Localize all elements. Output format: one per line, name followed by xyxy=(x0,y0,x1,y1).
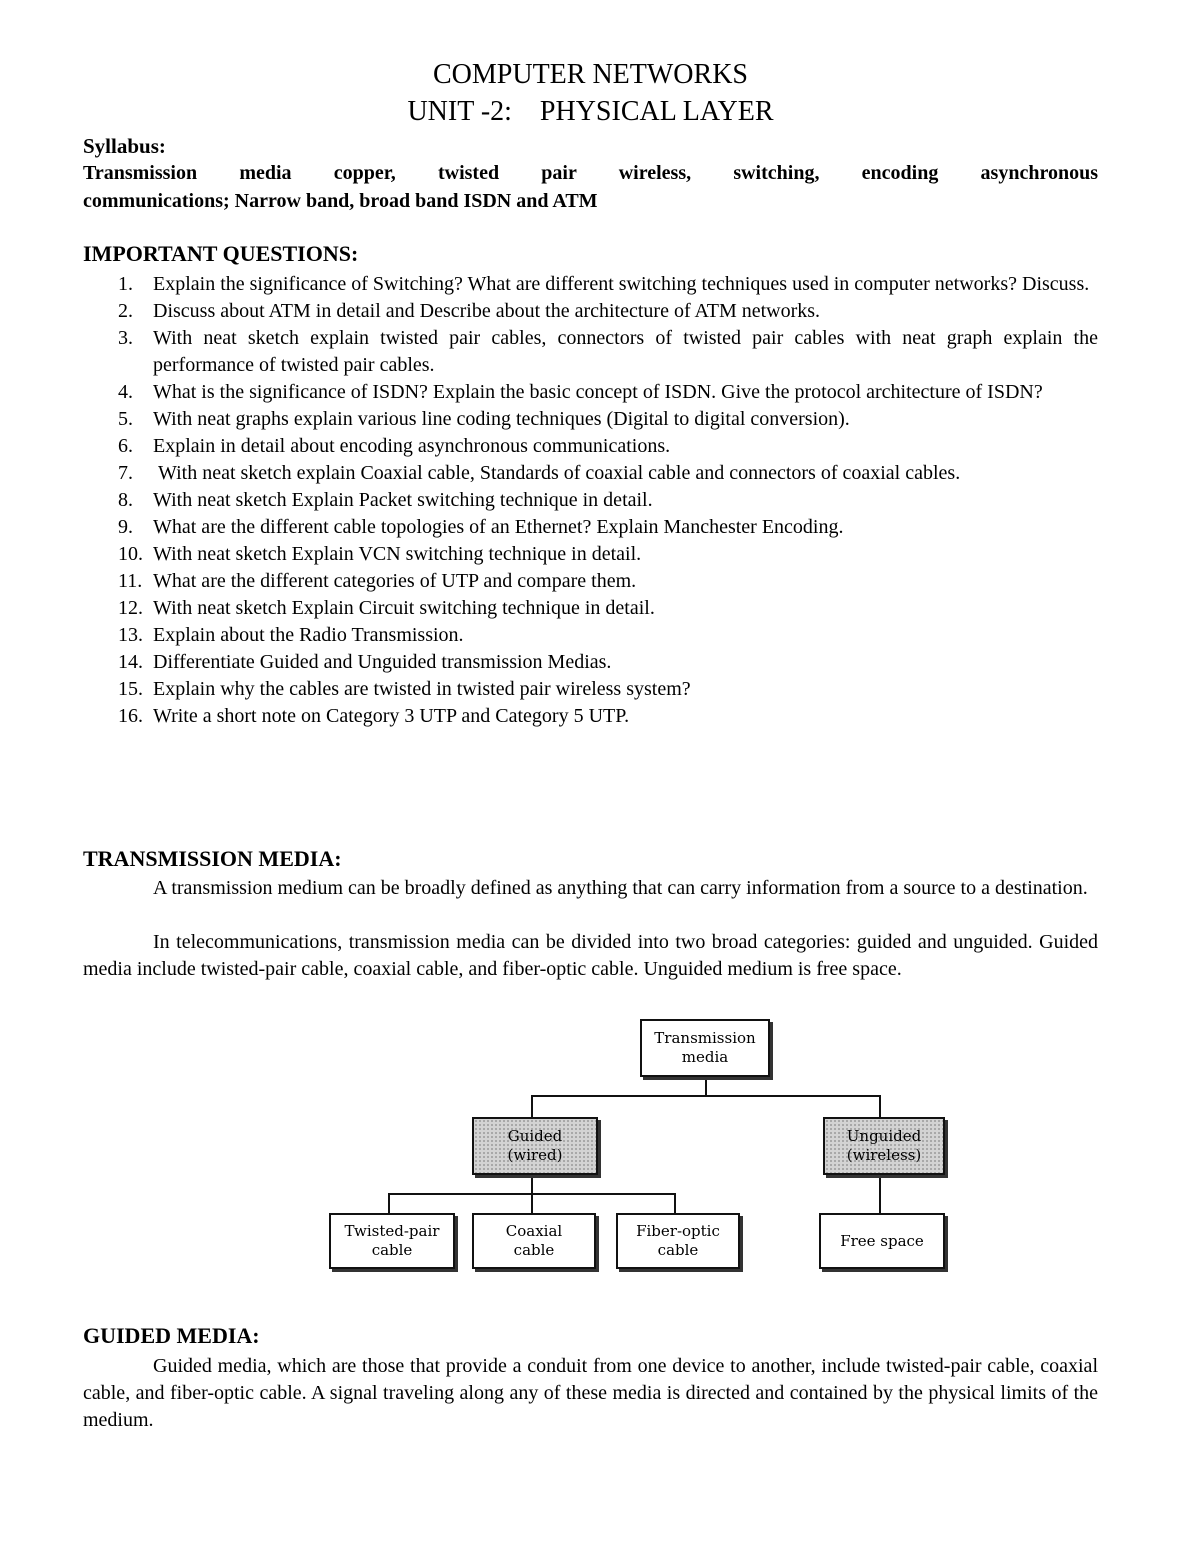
question-item: 9. What are the different cable topologies of an Ethernet? Explain Manchester Encoding. xyxy=(118,516,844,538)
connector-guided-down xyxy=(531,1173,533,1193)
guided-media-heading: GUIDED MEDIA: xyxy=(83,1323,260,1348)
connector-to-guided xyxy=(531,1095,533,1117)
course-title: COMPUTER NETWORKS xyxy=(432,59,748,90)
question-item: 3. With neat sketch explain twisted pair cables, connectors of twisted pair cables with neat graph explain the performance of twisted pair cables. xyxy=(118,327,1098,376)
question-item: 11. What are the different categories of UTP and compare them. xyxy=(118,570,637,592)
connector-to-coaxial xyxy=(531,1193,533,1213)
guided-media-para: Guided media, which are those that provide a conduit from one device to another, include twisted-pair cable, coaxial cable, and fiber-optic cable. A signal traveling along any of these media is directed and contained by the physical limits of the medium. xyxy=(83,1355,1098,1431)
syllabus-text xyxy=(83,159,1098,215)
transmission-media-para-2: In telecommunications, transmission media can be divided into two broad categories: guided and unguided. Guided media include twisted-pair cable, coaxial cable, and fiber-optic cable. Unguided medium is free space. xyxy=(83,931,1098,980)
question-item: 12. With neat sketch Explain Circuit switching technique in detail. xyxy=(118,597,655,619)
questions-list xyxy=(83,271,1098,730)
node-guided: Guided (wired) xyxy=(472,1117,598,1175)
node-twisted-pair: Twisted-pair cable xyxy=(329,1213,455,1269)
question-item: 15. Explain why the cables are twisted in twisted pair wireless system? xyxy=(118,678,691,700)
connector-to-fiber xyxy=(674,1193,676,1213)
transmission-media-heading: TRANSMISSION MEDIA: xyxy=(83,846,342,871)
connector-root-down xyxy=(705,1075,707,1095)
syllabus-heading: Syllabus: xyxy=(83,134,166,158)
question-item: 13. Explain about the Radio Transmission. xyxy=(118,624,464,646)
node-coaxial: Coaxial cable xyxy=(472,1213,596,1269)
question-item: 4. What is the significance of ISDN? Explain the basic concept of ISDN. Give the protocol architecture of ISDN? xyxy=(118,381,1043,403)
unit-title: UNIT -2: PHYSICAL LAYER xyxy=(407,96,774,127)
syllabus-line-1: Transmission media copper, twisted pair wireless, switching, encoding asynchronous xyxy=(83,162,1098,184)
question-item: 8. With neat sketch Explain Packet switching technique in detail. xyxy=(118,489,653,511)
question-item: 14. Differentiate Guided and Unguided transmission Medias. xyxy=(118,651,612,673)
transmission-media-tree-diagram xyxy=(325,1015,955,1277)
syllabus-line-2: communications; Narrow band, broad band ISDN and ATM xyxy=(83,190,598,212)
node-unguided: Unguided (wireless) xyxy=(823,1117,945,1175)
question-item: 10. With neat sketch Explain VCN switching technique in detail. xyxy=(118,543,642,565)
question-item: 5. With neat graphs explain various line coding techniques (Digital to digital conversion). xyxy=(118,408,850,430)
node-transmission-media: Transmission media xyxy=(640,1019,770,1077)
question-item: 1. Explain the significance of Switching? What are different switching techniques used in computer networks? Discuss. xyxy=(118,273,1090,295)
question-item: 2. Discuss about ATM in detail and Describe about the architecture of ATM networks. xyxy=(118,300,821,322)
connector-to-twisted xyxy=(388,1193,390,1213)
node-free-space: Free space xyxy=(819,1213,945,1269)
question-item: 7. With neat sketch explain Coaxial cable, Standards of coaxial cable and connectors of coaxial cables. xyxy=(118,462,961,484)
question-item: 6. Explain in detail about encoding asynchronous communications. xyxy=(118,435,671,457)
important-questions-heading: IMPORTANT QUESTIONS: xyxy=(83,241,359,266)
connector-level1-bar xyxy=(531,1095,881,1097)
connector-to-unguided xyxy=(879,1095,881,1117)
transmission-media-para-1: A transmission medium can be broadly defined as anything that can carry information from a source to a destination. xyxy=(153,877,1088,899)
connector-to-free-space xyxy=(879,1173,881,1213)
node-fiber-optic: Fiber-optic cable xyxy=(616,1213,740,1269)
question-item: 16. Write a short note on Category 3 UTP and Category 5 UTP. xyxy=(118,705,630,727)
